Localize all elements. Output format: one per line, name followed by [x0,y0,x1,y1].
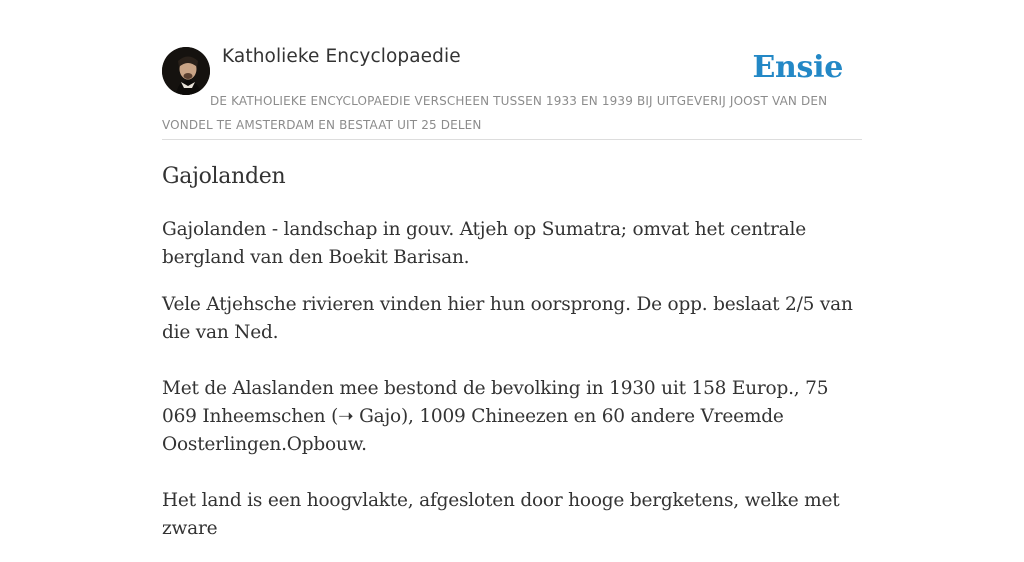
avatar[interactable] [162,47,210,95]
site-title[interactable]: Katholieke Encyclopaedie [222,46,461,67]
article-title: Gajolanden [162,164,286,189]
site-header [162,0,862,140]
article-paragraph: Vele Atjehsche rivieren vinden hier hun oorsprong. De opp. beslaat 2/5 van die van Ned. [162,294,853,343]
article-paragraph: Met de Alaslanden mee bestond de bevolking in 1930 uit 158 Europ., 75 069 Inheemschen (➝ Gajo), 1009 Chineezen en 60 andere Vreemde Oosterlingen.Opbouw. [162,378,829,455]
site-description: DE KATHOLIEKE ENCYCLOPAEDIE VERSCHEEN TUSSEN 1933 EN 1939 BIJ UITGEVERIJ JOOST VAN DEN VONDEL TE AMSTERDAM EN BESTAAT UIT 25 DELEN [162,94,828,132]
paragraph-gap [162,347,862,375]
article-body [162,216,862,562]
article-paragraph: Het land is een hoogvlakte, afgesloten door hooge bergketens, welke met zware [162,490,840,539]
brand-logo[interactable]: Ensie [752,50,843,85]
page-container [162,0,862,539]
paragraph-gap [162,459,862,487]
portrait-avatar-icon [162,47,210,95]
article-paragraph: Gajolanden - landschap in gouv. Atjeh op Sumatra; omvat het centrale bergland van den Boekit Barisan. [162,219,806,268]
